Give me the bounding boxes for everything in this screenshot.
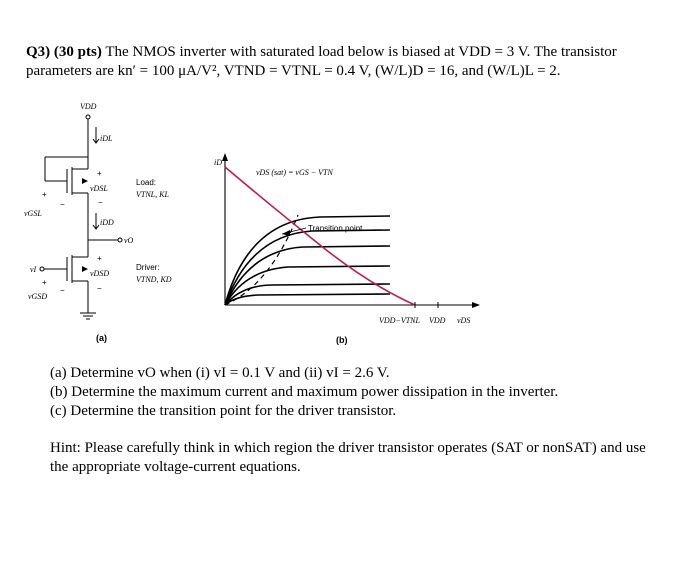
- vdsd-minus: −: [97, 284, 102, 293]
- vdd-minus-vtnl-tick: VDD−VTNL: [379, 316, 420, 325]
- driver-title: Driver:: [136, 263, 160, 272]
- id-axis-label: iD: [214, 158, 222, 167]
- hint-text: Hint: Please carefully think in which region the driver transistor operates (SAT or nonSAT) and use the appropriate voltage-current equations.: [50, 440, 646, 475]
- vgsl-minus: −: [60, 200, 65, 209]
- vgsd-label: vGSD: [28, 292, 48, 301]
- vi-label: vI: [30, 265, 37, 274]
- vgsl-plus: +: [42, 190, 47, 199]
- load-params: VTNL, KL: [136, 190, 169, 199]
- vds-axis-label: vDS: [457, 316, 471, 325]
- load-source-arrow: [82, 178, 88, 184]
- vgsd-minus: −: [60, 286, 65, 295]
- vds-sat-label: vDS (sat) = vGS − VTN: [256, 168, 333, 177]
- vdd-label: VDD: [80, 102, 97, 111]
- load-title: Load:: [136, 178, 157, 187]
- vgsl-label: vGSL: [24, 209, 42, 218]
- question-parts: [50, 364, 558, 421]
- idl-label: iDL: [100, 134, 113, 143]
- vgsd-plus: +: [42, 278, 47, 287]
- vdsl-plus: +: [97, 169, 102, 178]
- inverter-circuit: [40, 115, 122, 319]
- vdsd-label: vDSD: [90, 269, 110, 278]
- question-points: (30 pts): [53, 44, 102, 60]
- caption-b: (b): [336, 335, 348, 345]
- driver-params: VTND, KD: [136, 275, 172, 284]
- part-c: (c) Determine the transition point for the driver transistor.: [50, 403, 397, 419]
- caption-a: (a): [96, 333, 107, 343]
- transition-point-label: Transition point: [308, 224, 363, 233]
- part-a: (a) Determine vO when (i) vI = 0.1 V and (ii) vI = 2.6 V.: [50, 365, 390, 381]
- circuit-figure: [20, 95, 490, 355]
- vdsl-label: vDSL: [90, 184, 108, 193]
- vdd-tick: VDD: [429, 316, 446, 325]
- vdsd-plus: +: [97, 254, 102, 263]
- part-b: (b) Determine the maximum current and maximum power dissipation in the inverter.: [50, 384, 559, 400]
- question-line-2: parameters are kn′ = 100 μA/V², VTND = VTNL = 0.4 V, (W/L)D = 16, and (W/L)L = 2.: [26, 63, 561, 79]
- idd-label: iDD: [100, 218, 114, 227]
- question-line-1: The NMOS inverter with saturated load below is biased at VDD = 3 V. The transistor: [105, 44, 617, 60]
- question-statement: [26, 43, 666, 81]
- vo-label: vO: [124, 236, 134, 245]
- vdsl-minus: −: [98, 198, 103, 207]
- question-number: Q3): [26, 44, 51, 60]
- driver-source-arrow: [82, 266, 88, 272]
